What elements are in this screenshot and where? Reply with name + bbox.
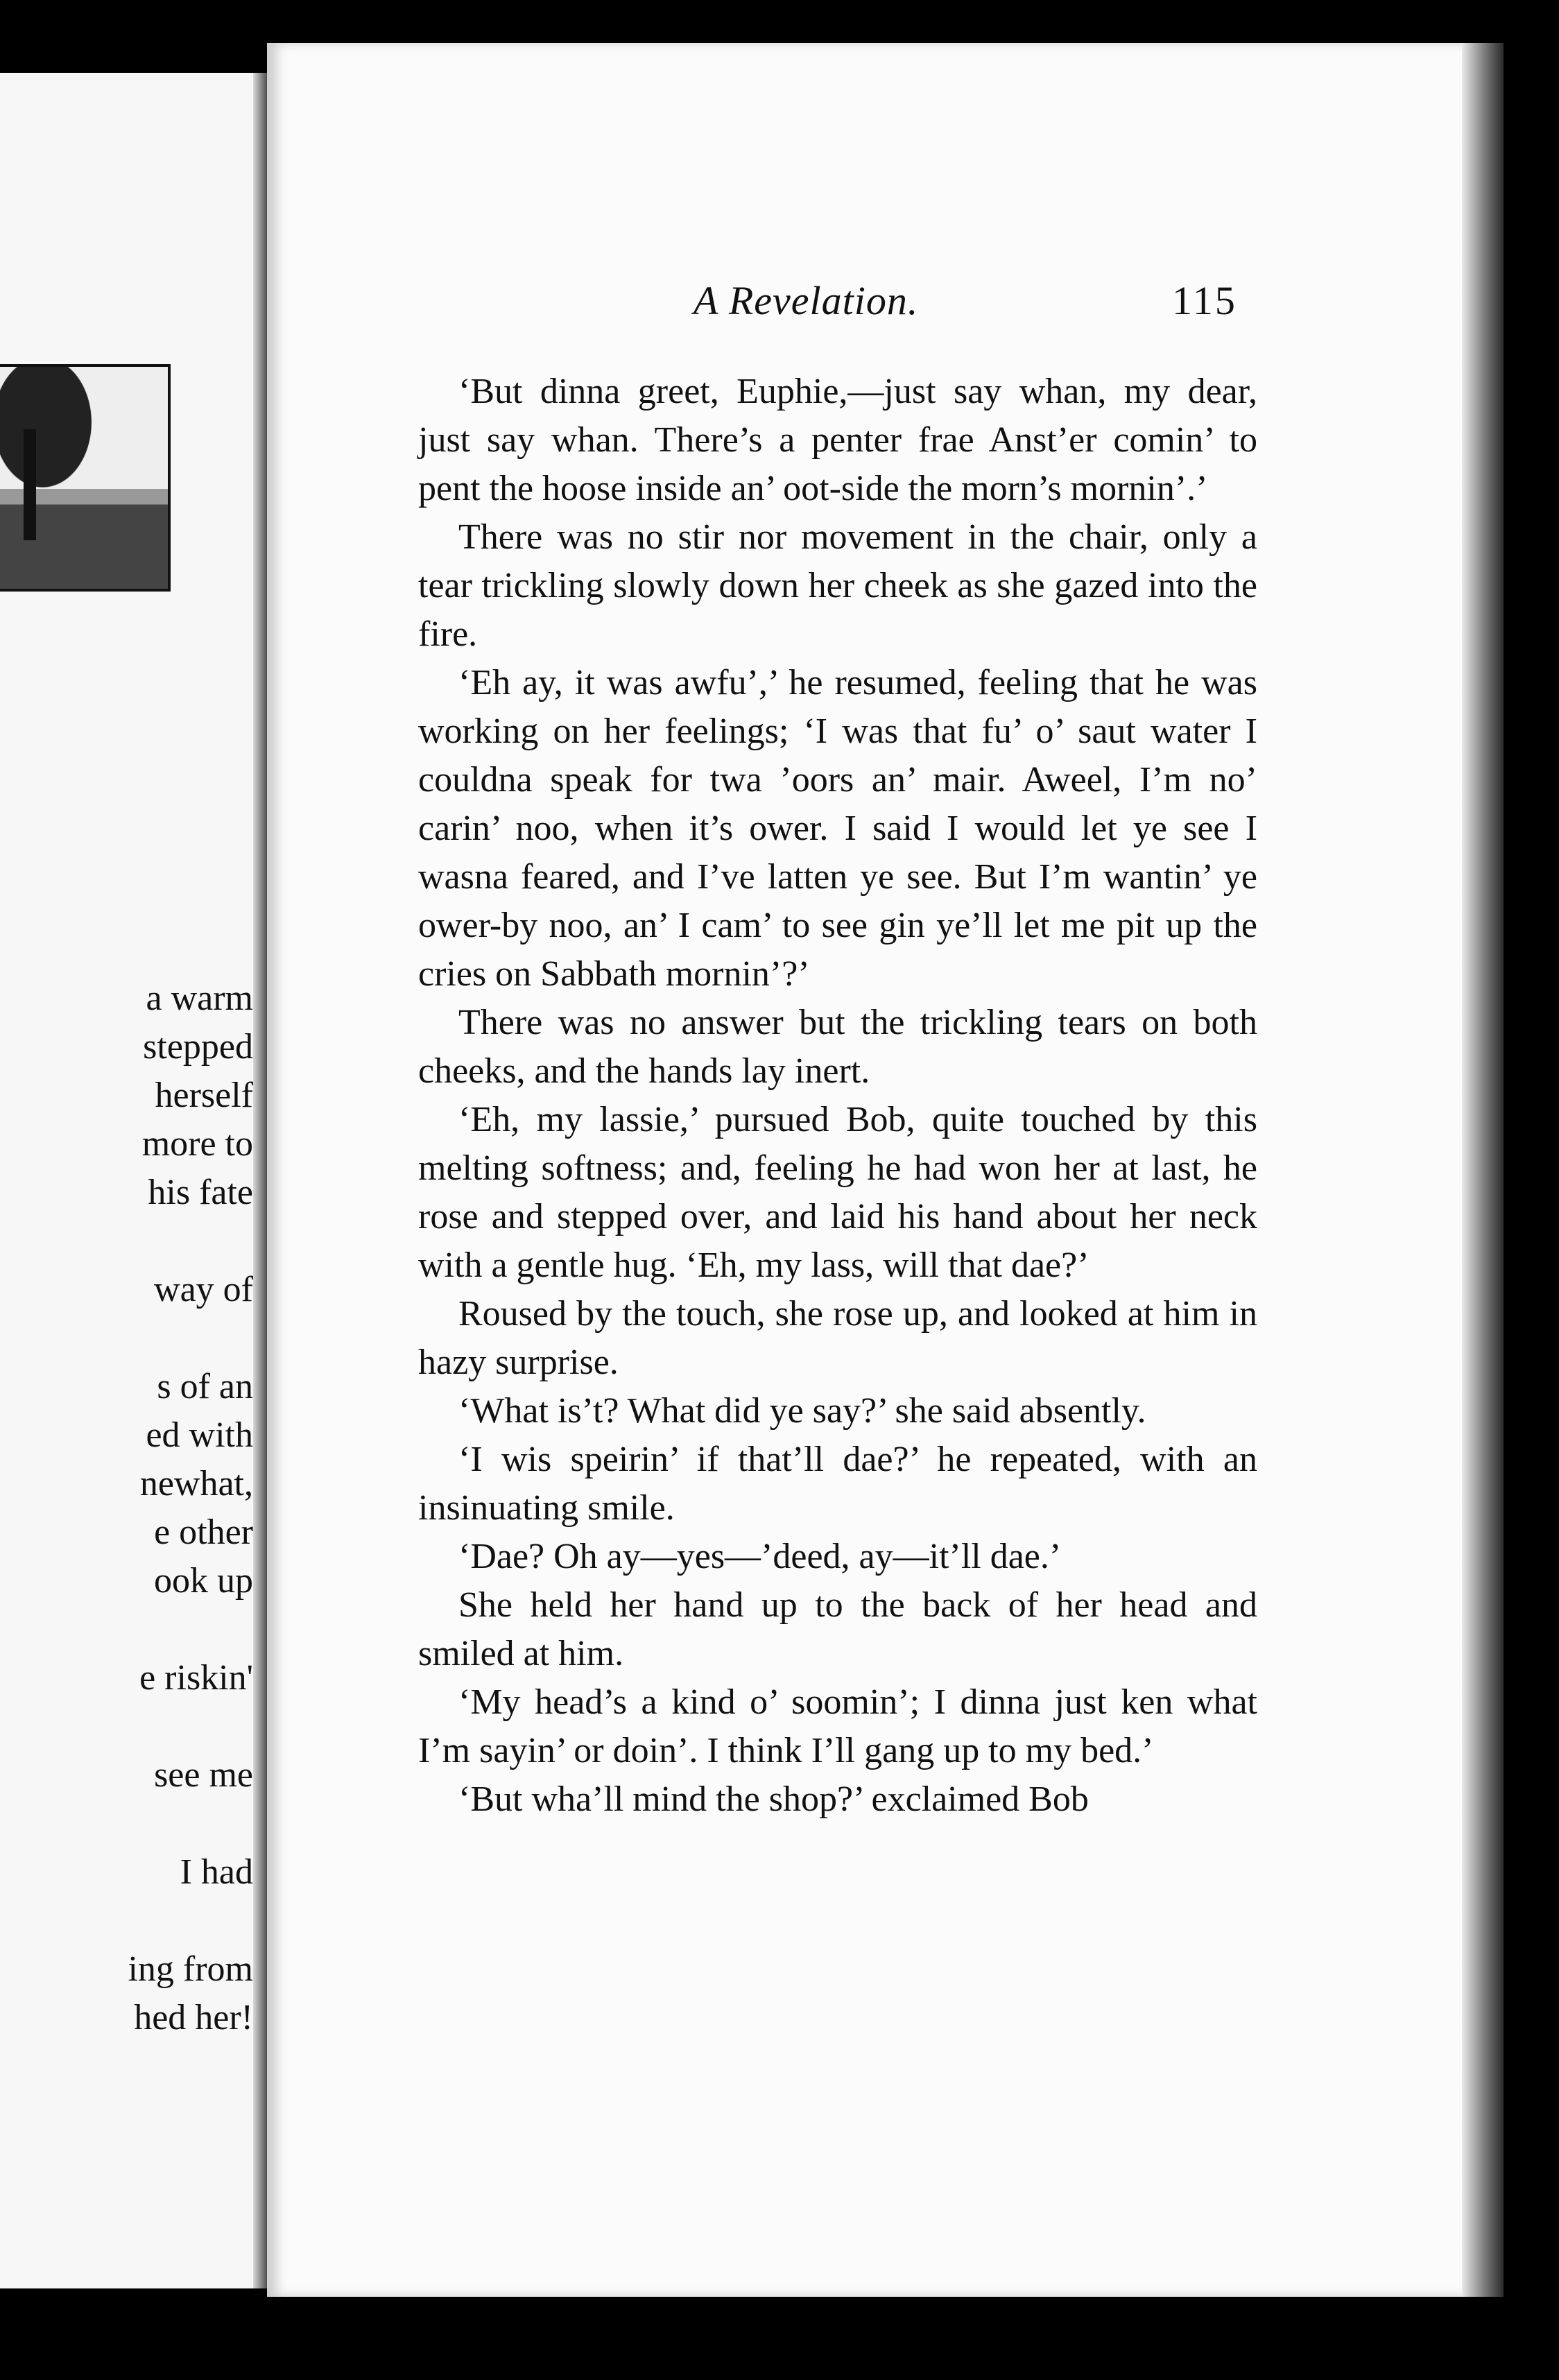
left-line: e other — [154, 1512, 253, 1552]
paragraph: Roused by the touch, she rose up, and looked at him in hazy surprise. — [418, 1294, 1257, 1382]
paragraph: There was no stir nor movement in the chair, only a tear trickling slowly down her cheek as she gazed into the fire. — [418, 517, 1257, 654]
left-line — [0, 1702, 253, 1751]
left-line: s of an — [157, 1367, 253, 1406]
left-line — [0, 1897, 253, 1945]
left-line: I had — [180, 1852, 253, 1892]
paragraph: ‘I wis speirin’ if that’ll dae?’ he repeated, with an insinuating smile. — [418, 1440, 1257, 1528]
paragraph: ‘My head’s a kind o’ soomin’; I dinna just ken what I’m sayin’ or doin’. I think I’ll gang up to my bed.’ — [418, 1682, 1257, 1770]
left-line: his fate — [148, 1173, 253, 1212]
paragraph: ‘But wha’ll mind the shop?’ exclaimed Bob — [458, 1779, 1089, 1819]
page-edge — [1462, 43, 1504, 2297]
left-line: ook up — [154, 1561, 253, 1601]
paragraph: ‘What is’t? What did ye say?’ she said absently. — [458, 1391, 1146, 1431]
page-number: 115 — [1172, 278, 1237, 323]
left-line — [0, 1800, 253, 1848]
left-line: ed with — [146, 1415, 253, 1455]
left-line: more to — [141, 1124, 253, 1164]
running-head — [694, 277, 1248, 324]
left-line: a warm — [146, 978, 253, 1018]
left-line: herself — [155, 1076, 253, 1115]
paragraph: ‘Dae? Oh ay—yes—’deed, ay—it’ll dae.’ — [458, 1537, 1062, 1576]
left-page — [0, 73, 267, 2288]
left-line: hed her! — [134, 1998, 253, 2037]
body-text — [418, 368, 1257, 1824]
chapter-title: A Revelation. — [694, 278, 919, 323]
left-line — [0, 1314, 253, 1363]
left-line — [0, 1217, 253, 1266]
paragraph: There was no answer but the trickling tears on both cheeks, and the hands lay inert. — [418, 1003, 1257, 1091]
left-line: ing from — [128, 1949, 253, 1989]
left-line: e riskin' — [139, 1658, 253, 1698]
left-line: stepped — [143, 1027, 253, 1067]
woodcut-illustration — [0, 364, 171, 592]
left-line: see me — [154, 1755, 253, 1795]
paragraph: She held her hand up to the back of her head and smiled at him. — [418, 1585, 1257, 1673]
paragraph: ‘Eh, my lassie,’ pursued Bob, quite touched by this melting softness; and, feeling he had won her at last, he rose and stepped over, and laid his hand about her neck with a gentle hug. ‘Eh, my lass, will that dae?’ — [418, 1100, 1257, 1285]
paragraph: ‘Eh ay, it was awfu’,’ he resumed, feeling that he was working on her feelings; ‘I was that fu’ o’ saut water I couldna speak for twa ’oors an’ mair. Aweel, I’m no’ carin’ noo, when it’s ower. I said I would let ye see I wasna feared, and I’ve latten ye see. But I’m wantin’ ye ower-by noo, an’ I cam’ to see gin ye’ll let me pit up the cries on Sabbath mornin’?’ — [418, 663, 1257, 994]
left-page-text — [0, 974, 253, 2042]
left-line: newhat, — [139, 1464, 253, 1503]
left-line: way of — [154, 1270, 253, 1309]
left-line — [0, 1605, 253, 1654]
paragraph: ‘But dinna greet, Euphie,—just say whan, my dear, just say whan. There’s a penter frae Anst’er comin’ to pent the hoose inside an’ oot-side the morn’s mornin’.’ — [418, 372, 1257, 508]
tree-trunk — [24, 429, 36, 540]
